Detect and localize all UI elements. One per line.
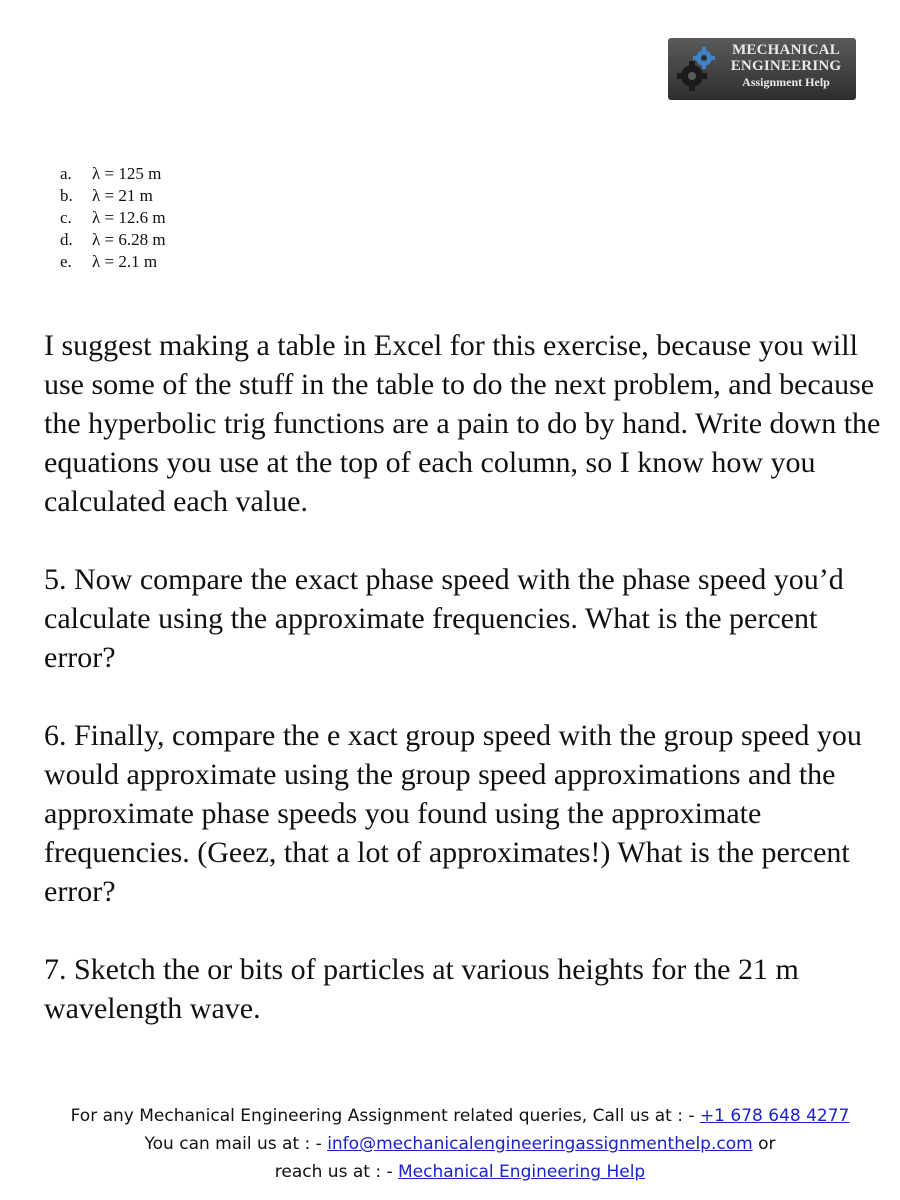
email-link[interactable]: info@mechanicalengineeringassignmenthelp.com bbox=[327, 1134, 753, 1154]
option-label: d. bbox=[60, 230, 73, 249]
question-6: 6. Finally, compare the e xact group speed with the group speed you would approximate using the group speed approximations and the approximate phase speeds you found using the approximate frequencies. (Geez, that a lot of approximates!) What is the percent error? bbox=[44, 719, 862, 908]
footer-line-site bbox=[20, 1158, 900, 1186]
footer-mail-text: You can mail us at : - bbox=[144, 1134, 322, 1154]
list-item bbox=[60, 185, 166, 207]
option-text: λ = 2.1 m bbox=[92, 252, 158, 271]
footer-call-text: For any Mechanical Engineering Assignment related queries, Call us at : - bbox=[70, 1106, 695, 1126]
gear-icon bbox=[674, 44, 720, 94]
option-text: λ = 12.6 m bbox=[92, 208, 166, 227]
footer-line-email bbox=[20, 1130, 900, 1158]
list-item bbox=[60, 207, 166, 229]
logo-line-1: MECHANICAL bbox=[732, 42, 840, 58]
main-text bbox=[44, 326, 889, 1067]
question-7: 7. Sketch the or bits of particles at various heights for the 21 m wavelength wave. bbox=[44, 953, 799, 1025]
option-text: λ = 21 m bbox=[92, 186, 153, 205]
footer-reach-text: reach us at : - bbox=[274, 1162, 393, 1182]
question-5: 5. Now compare the exact phase speed with the phase speed you’d calculate using the approximate frequencies. What is the percent error? bbox=[44, 563, 844, 674]
option-label: e. bbox=[60, 252, 72, 271]
list-item bbox=[60, 229, 166, 251]
paragraph-excel-suggestion: I suggest making a table in Excel for this exercise, because you will use some of the stuff in the table to do the next problem, and because the hyperbolic trig functions are a pain to do by hand. Write down the equations you use at the top of each column, so I know how you calculated each value. bbox=[44, 329, 881, 518]
logo-line-2: ENGINEERING bbox=[730, 58, 842, 74]
contact-footer bbox=[20, 1102, 900, 1186]
footer-or-text: or bbox=[758, 1134, 776, 1154]
list-item bbox=[60, 251, 166, 273]
phone-link[interactable]: +1 678 648 4277 bbox=[699, 1106, 850, 1126]
answer-options-list bbox=[60, 163, 166, 273]
option-text: λ = 125 m bbox=[92, 164, 162, 183]
footer-line-phone bbox=[20, 1102, 900, 1130]
list-item bbox=[60, 163, 166, 185]
option-label: a. bbox=[60, 164, 72, 183]
logo-line-3: Assignment Help bbox=[742, 75, 830, 89]
site-link[interactable]: Mechanical Engineering Help bbox=[398, 1162, 646, 1182]
brand-logo bbox=[668, 38, 856, 100]
option-label: c. bbox=[60, 208, 72, 227]
option-text: λ = 6.28 m bbox=[92, 230, 166, 249]
option-label: b. bbox=[60, 186, 73, 205]
